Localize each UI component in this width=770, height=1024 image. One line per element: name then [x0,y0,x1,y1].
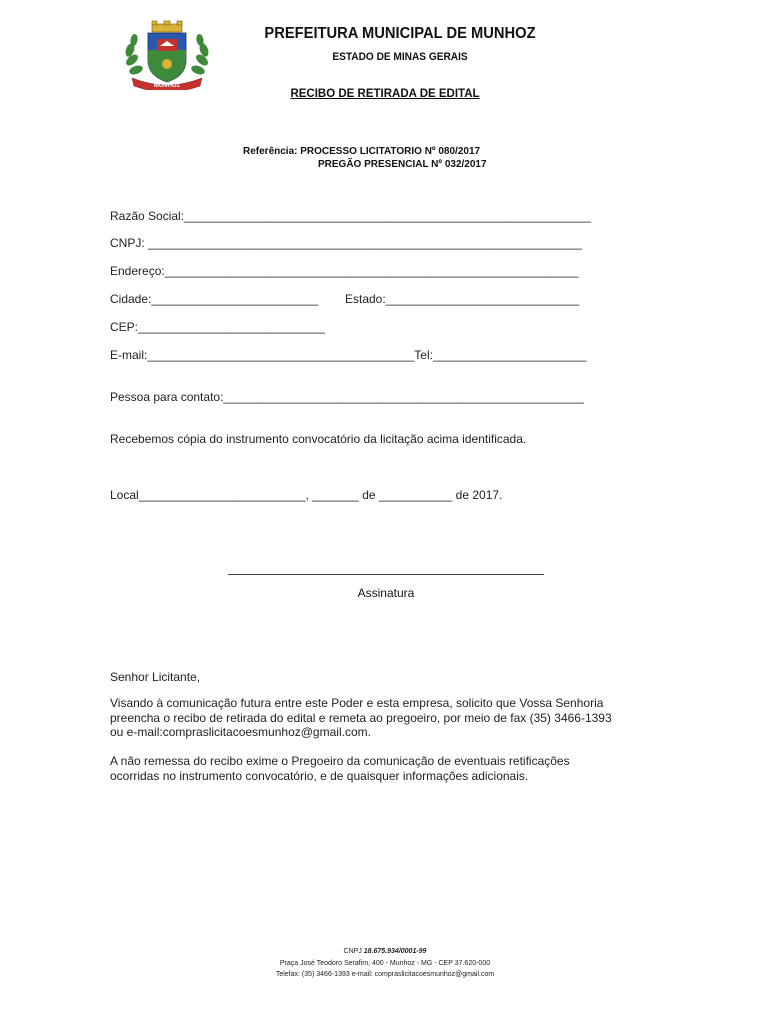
field-endereco[interactable]: Endereço:______________________________________________________________ [110,264,579,278]
footer-contact: Telefax: (35) 3466-1393 e-mail: compraslicitacoesmunhoz@gmail.com [275,971,495,978]
notice-p1-line2: preencha o recibo de retirada do edital e remeta ao pregoeiro, por meio de fax (35) 3466-1393 [110,710,612,725]
signature-line [228,574,544,575]
state-subtitle: ESTADO DE MINAS GERAIS [332,51,468,63]
laurel-right [190,33,210,76]
field-cep[interactable]: CEP:____________________________ [110,320,325,334]
reference-process: Referência: PROCESSO LICITATORIO Nº 080/2017 [243,146,481,157]
field-razao-social[interactable]: Razão Social:_____________________________________________________________ [110,209,592,223]
laurel-left [124,33,144,76]
document-title: RECIBO DE RETIRADA DE EDITAL [290,88,480,100]
notice-p2-line1: A não remessa do recibo exime o Pregoeiro da comunicação de eventuais retificações [110,754,570,768]
field-email-tel[interactable]: E-mail:________________________________________Tel:_______________________ [110,348,587,362]
notice-p2-line2: ocorridas no instrumento convocatório, e de quaisquer informações adicionais. [110,768,529,783]
notice-salutation: Senhor Licitante, [110,670,201,684]
field-cnpj[interactable]: CNPJ: _________________________________________________________________ [110,236,582,250]
municipality-title: PREFEITURA MUNICIPAL DE MUNHOZ [264,25,536,42]
receipt-statement: Recebemos cópia do instrumento convocatório da licitação acima identificada. [110,432,527,446]
notice-paragraph-1 [110,696,612,740]
notice-paragraph-2 [110,754,570,783]
reference-pregao: PREGÃO PRESENCIAL Nº 032/2017 [318,159,487,170]
crest-ribbon-text: MUNHOZ [153,83,181,89]
reference-block [243,145,487,171]
footer-address: Praça José Teodoro Serafim, 400 - Munhoz - MG - CEP 37.620-000 [279,960,491,967]
field-pessoa-contato[interactable]: Pessoa para contato:______________________________________________________ [110,390,584,404]
field-cidade[interactable]: Cidade:_________________________ [110,292,319,306]
crown [152,21,182,32]
notice-p1-line3: ou e-mail:compraslicitacoesmunhoz@gmail.com. [110,725,371,739]
footer-cnpj [185,948,585,955]
municipal-crest-logo [122,20,212,90]
signature-label: Assinatura [357,586,415,600]
field-local-date[interactable]: Local_________________________, _______ de ___________ de 2017. [110,488,503,502]
footer-cnpj-label: CNPJ [343,948,364,955]
notice-p1-line1: Visando à comunicação futura entre este Poder e esta empresa, solicito que Vossa Senhoria [110,696,604,710]
footer-cnpj-value: 18.675.934/0001-99 [363,948,427,955]
field-estado[interactable]: Estado:_____________________________ [345,292,580,306]
